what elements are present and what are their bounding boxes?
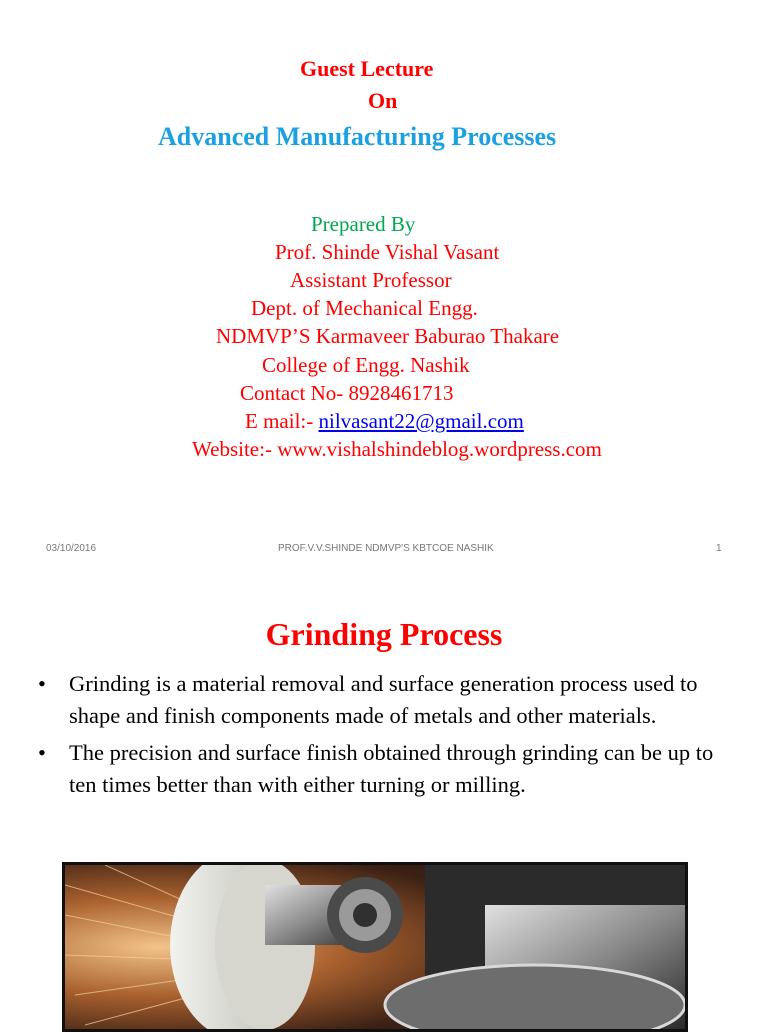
bullet-item — [38, 737, 728, 801]
institute-line-2: College of Engg. Nashik — [262, 353, 470, 377]
contact-number: Contact No- 8928461713 — [240, 381, 454, 405]
bullet-icon: • — [38, 740, 46, 765]
grinding-title: Grinding Process — [265, 616, 503, 652]
department: Dept. of Mechanical Engg. — [251, 296, 478, 320]
slide-2 — [0, 576, 768, 1024]
bullet-text: The precision and surface finish obtained through grinding can be up to ten times better than with either turning or milling. — [69, 740, 714, 797]
bullet-item — [38, 668, 728, 732]
guest-lecture-heading: Guest Lecture — [300, 56, 434, 81]
bullet-icon: • — [38, 671, 46, 696]
email-line — [245, 411, 524, 432]
bullet-text: Grinding is a material removal and surface generation process used to shape and finish components made of metals and other materials. — [69, 671, 698, 728]
grinding-wheel-image — [65, 865, 685, 1029]
lecture-title: Advanced Manufacturing Processes — [158, 122, 557, 151]
email-label: E mail:- — [245, 409, 319, 433]
footer-page-number: 1 — [716, 543, 722, 554]
footer-date: 03/10/2016 — [46, 543, 97, 554]
grinding-photo — [62, 862, 688, 1032]
website-line: Website:- www.vishalshindeblog.wordpress.com — [192, 437, 602, 461]
footer-author: PROF.V.V.SHINDE NDMVP'S KBTCOE NASHIK — [278, 543, 494, 554]
on-heading: On — [368, 88, 398, 113]
author-name: Prof. Shinde Vishal Vasant — [275, 240, 500, 264]
email-link[interactable]: nilvasant22@gmail.com — [318, 409, 524, 433]
institute-line-1: NDMVP’S Karmaveer Baburao Thakare — [216, 324, 560, 348]
designation: Assistant Professor — [290, 268, 452, 292]
bullet-list — [38, 668, 728, 806]
prepared-by-label: Prepared By — [311, 212, 416, 236]
